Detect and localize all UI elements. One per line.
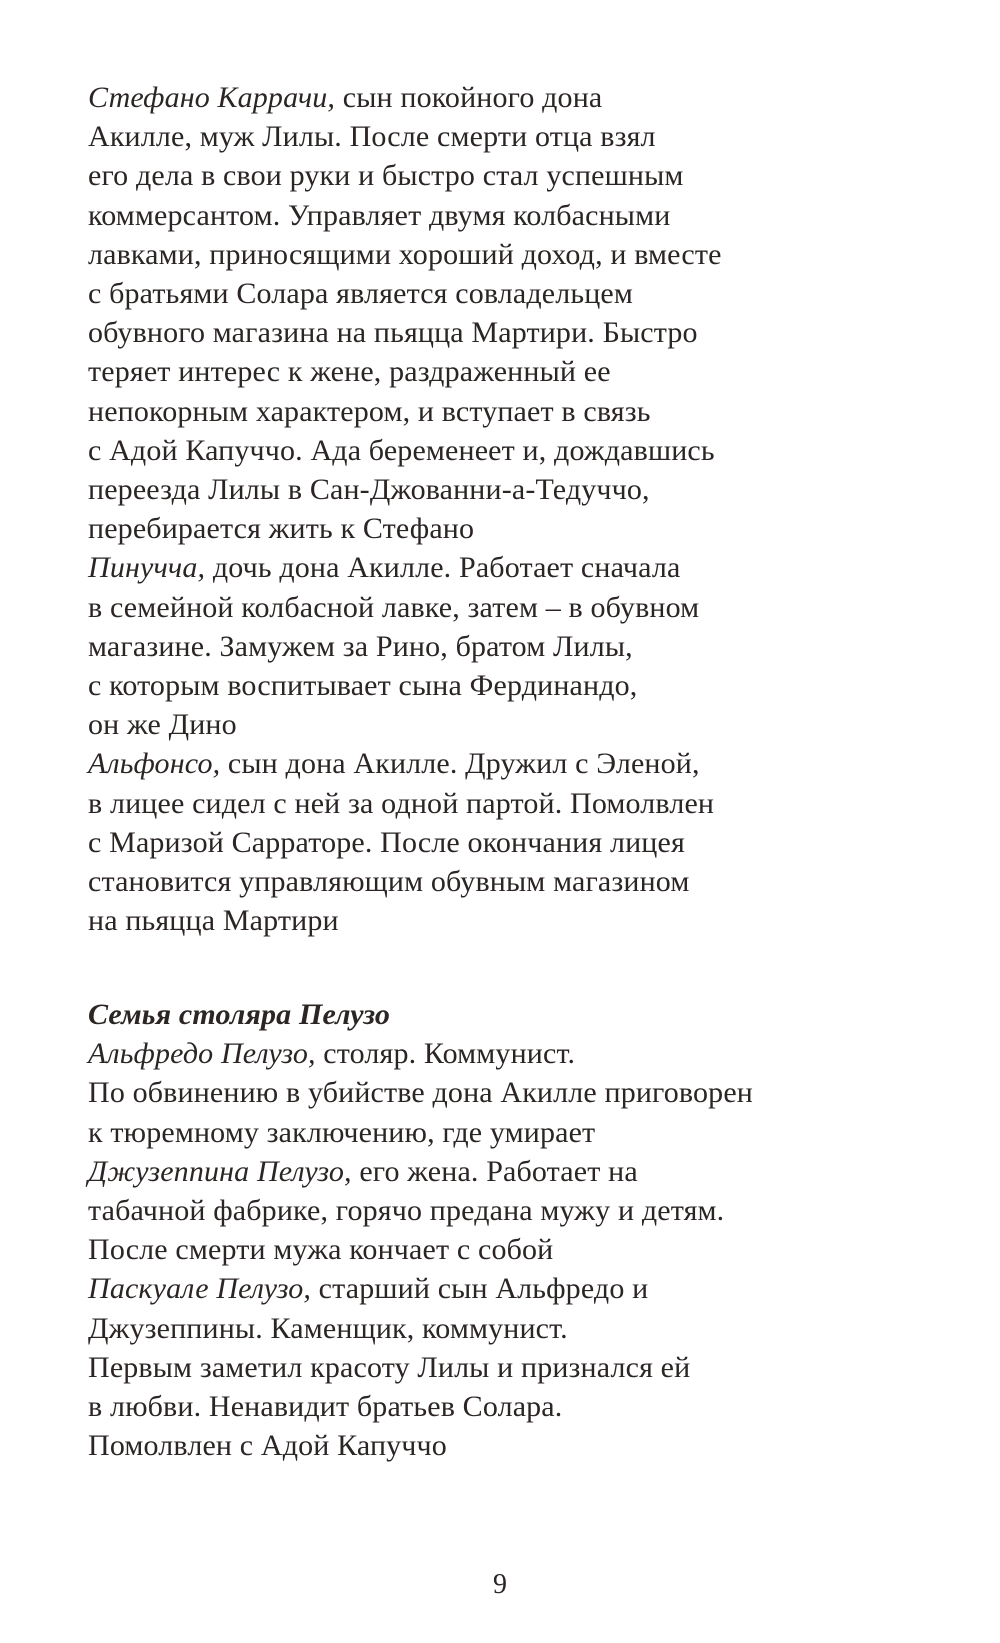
text-line: непокорным характером, и вступает в связь	[88, 394, 651, 428]
text-line: Джузеппины. Каменщик, коммунист.	[88, 1311, 568, 1345]
text-line: в семейной колбасной лавке, затем – в обувном	[88, 590, 700, 624]
text-line: По обвинению в убийстве дона Акилле приговорен	[88, 1076, 753, 1110]
character-name: Стефано Каррачи,	[88, 81, 336, 114]
text-line: После смерти мужа кончает с собой	[88, 1233, 554, 1267]
character-description: сын дона Акилле. Дружил с Эленой,	[220, 747, 700, 781]
text-line: с Адой Капуччо. Ада беременеет и, дождавшись	[88, 433, 715, 467]
section-heading: Семья столяра Пелузо	[88, 998, 390, 1031]
text-line: теряет интерес к жене, раздраженный ее	[88, 355, 611, 389]
character-name: Альфредо Пелузо,	[88, 1037, 316, 1071]
text-line: с Маризой Сарраторе. После окончания лицея	[88, 825, 685, 859]
text-line: его дела в свои руки и быстро стал успешным	[88, 159, 684, 193]
text-line	[88, 78, 948, 117]
text-line: коммерсантом. Управляет двумя колбасными	[88, 198, 671, 232]
characters-text-block	[88, 78, 948, 940]
text-line	[88, 744, 948, 783]
character-description: дочь дона Акилле. Работает сначала	[205, 551, 681, 585]
text-line: Первым заметил красоту Лилы и признался ей	[88, 1350, 691, 1384]
text-line: магазине. Замужем за Рино, братом Лилы,	[88, 629, 633, 663]
text-line: в любви. Ненавидит братьев Солара.	[88, 1390, 563, 1424]
text-line: он же Дино	[88, 708, 237, 742]
character-description: сын покойного дона	[335, 81, 603, 114]
text-line	[88, 1269, 948, 1308]
text-line: переезда Лилы в Сан-Джованни-а-Тедуччо,	[88, 473, 650, 507]
character-name: Альфонсо,	[88, 747, 221, 781]
text-line: перебирается жить к Стефано	[88, 512, 475, 546]
character-name: Джузеппина Пелузо,	[88, 1154, 352, 1188]
character-name: Паскуале Пелузо,	[88, 1272, 312, 1306]
text-line	[88, 1034, 948, 1073]
text-line: в лицее сидел с ней за одной партой. Помолвлен	[88, 786, 715, 820]
text-line: становится управляющим обувным магазином	[88, 865, 690, 899]
text-line: табачной фабрике, горячо предана мужу и детям.	[88, 1194, 725, 1228]
character-name: Пинучча,	[88, 551, 206, 585]
text-line: обувного магазина на пьяцца Мартири. Быстро	[88, 316, 698, 350]
text-line: к тюремному заключению, где умирает	[88, 1115, 596, 1149]
text-line: Помолвлен с Адой Капуччо	[88, 1429, 447, 1463]
text-line: с братьями Солара является совладельцем	[88, 277, 634, 311]
text-line: лавками, приносящими хороший доход, и вместе	[88, 237, 722, 271]
character-description: старший сын Альфредо и	[311, 1272, 649, 1306]
text-line: на пьяцца Мартири	[88, 904, 339, 938]
peluso-family-block	[88, 995, 948, 1465]
text-line: с которым воспитывает сына Фердинандо,	[88, 669, 638, 703]
text-line	[88, 1152, 948, 1191]
character-description: столяр. Коммунист.	[315, 1037, 576, 1071]
character-description: его жена. Работает на	[351, 1154, 638, 1188]
page-number: 9	[493, 1569, 507, 1600]
text-line	[88, 548, 948, 587]
text-line: Акилле, муж Лилы. После смерти отца взял	[88, 120, 656, 154]
